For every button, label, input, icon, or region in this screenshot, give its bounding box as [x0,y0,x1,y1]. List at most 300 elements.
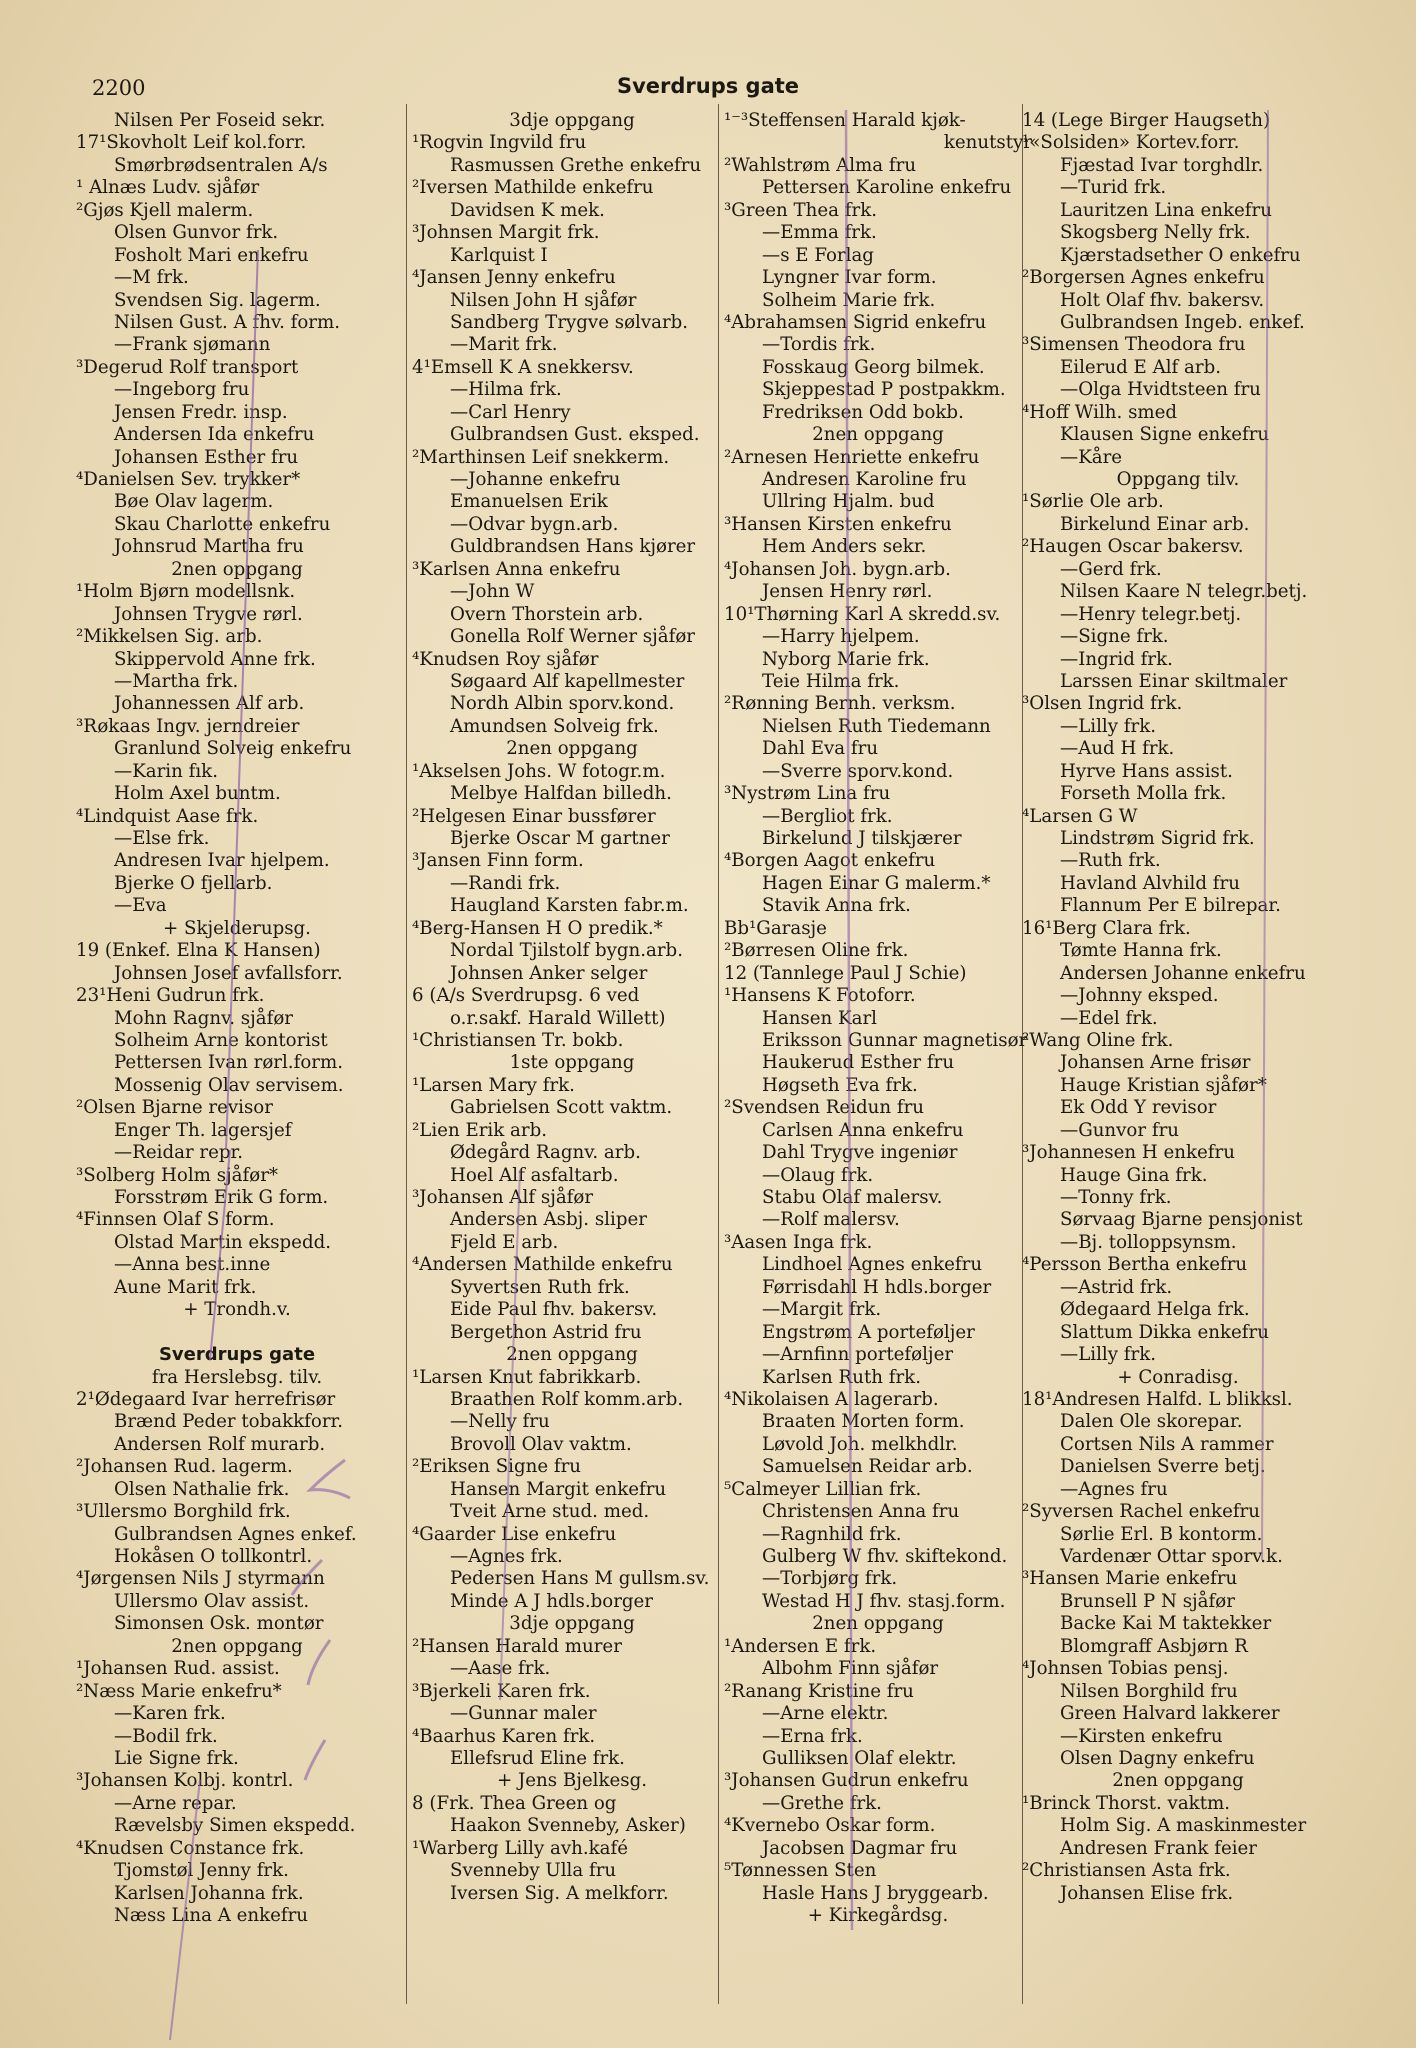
directory-entry: —Else frk. [114,828,210,849]
directory-entry: —Signe frk. [1060,626,1169,648]
directory-entry: Lie Signe frk. [114,1747,239,1769]
directory-entry: ²Børresen Oline frk. [724,940,909,962]
directory-entry: Johnsen Josef avfallsforr. [114,962,343,984]
directory-entry: —s E Forlag [762,244,874,266]
directory-entry: ¹Warberg Lilly avh.kafé [412,1837,629,1859]
directory-entry: Danielsen Sverre betj. [1060,1456,1266,1478]
directory-entry: Amundsen Solveig frk. [450,715,659,737]
directory-entry: Solheim Marie frk. [762,289,936,311]
directory-entry: Dahl Eva fru [762,738,879,760]
directory-entry: Nyborg Marie frk. [762,648,930,670]
directory-entry: ⁴Abrahamsen Sigrid enkefru [724,311,987,333]
directory-entry: Davidsen K mek. [450,199,605,221]
directory-entry: ²Gjøs Kjell malerm. [76,199,254,221]
directory-entry: Carlsen Anna enkefru [762,1119,964,1141]
directory-entry: —Frank sjømann [114,334,271,356]
directory-entry: Solheim Arne kontorist [114,1029,328,1051]
directory-entry: Braathen Rolf komm.arb. [450,1388,684,1410]
directory-entry: Backe Kai M taktekker [1060,1613,1272,1635]
directory-entry: —Karin fık. [114,760,218,782]
directory-entry: + Conradisg. [1117,1366,1239,1388]
directory-entry: ²Helgesen Einar bussfører [412,805,656,827]
directory-entry: ³Olsen Ingrid frk. [1022,693,1183,715]
directory-entry: Høgseth Eva frk. [762,1074,918,1096]
directory-entry: 3dje oppgang [509,1613,635,1635]
directory-entry: 4¹Emsell K A snekkersv. [412,356,634,378]
directory-entry: —Tordis frk. [762,334,876,356]
directory-entry: Hem Anders sekr. [762,536,927,558]
directory-entry: Gulliksen Olaf elektr. [762,1747,957,1769]
directory-entry: Fosskaug Georg bilmek. [762,356,985,378]
directory-entry: Lindhoel Agnes enkefru [762,1254,983,1276]
directory-entry: Teie Hilma frk. [762,670,900,692]
directory-entry: Hansen Karl [762,1007,877,1029]
directory-entry: Flannum Per E bilrepar. [1060,895,1281,917]
directory-entry: Næss Lina A enkefru [114,1905,309,1926]
directory-entry: 8 (Frk. Thea Green og [412,1792,617,1814]
directory-entry: ³Degerud Rolf transport [76,356,299,378]
directory-entry: ¹Sørlie Ole arb. [1022,491,1164,513]
directory-entry: Ek Odd Y revisor [1060,1097,1217,1119]
directory-entry: ⁴Larsen G W [1022,805,1138,827]
page-title: Sverdrups gate [616,74,800,98]
directory-entry: 1ste oppgang [509,1052,635,1074]
directory-entry: Holm Axel buntm. [114,783,281,805]
directory-entry: —Aud H frk. [1060,738,1175,760]
directory-entry: Minde A J hdls.borger [450,1590,654,1612]
directory-entry: ³Johansen Kolbj. kontrl. [76,1770,294,1792]
directory-entry: ³Karlsen Anna enkefru [412,558,621,580]
directory-entry: Ullersmo Olav assist. [114,1590,310,1612]
directory-entry: Birkelund Einar arb. [1060,513,1250,535]
directory-entry: ²Næss Marie enkefru* [76,1680,282,1702]
directory-entry: Dalen Ole skorepar. [1060,1411,1243,1433]
directory-entry: —Henry telegr.betj. [1060,603,1242,625]
directory-entry: ³Røkaas Ingv. jerndreier [76,715,300,737]
directory-entry: ²Mikkelsen Sig. arb. [76,626,263,648]
directory-entry: Enger Th. lagersjef [114,1119,292,1141]
directory-entry: fra Herslebsg. tilv. [151,1366,323,1388]
directory-entry: ⁴Kvernebo Oskar form. [724,1815,936,1837]
directory-entry: 2nen oppgang [171,558,303,580]
directory-entry: Hyrve Hans assist. [1060,760,1233,782]
directory-entry: ¹Andersen E frk. [724,1635,877,1657]
directory-entry: —Kåre [1060,446,1123,468]
directory-entry: Lauritzen Lina enkefru [1060,199,1272,221]
directory-entry: Ullring Hjalm. bud [762,491,935,513]
directory-entry: 18¹Andresen Halfd. L blikksl. [1022,1388,1293,1410]
directory-entry: Eriksson Gunnar magnetisør [762,1029,1028,1051]
directory-entry: ⁴Baarhus Karen frk. [412,1725,596,1747]
directory-entry: Engstrøm A porteføljer [762,1321,975,1343]
directory-entry: —Nelly fru [450,1411,550,1433]
directory-entry: Mossenig Olav servisem. [114,1074,344,1096]
directory-entry: Fjæstad Ivar torghdlr. [1060,154,1264,176]
directory-entry: Hauge Gina frk. [1060,1164,1208,1186]
directory-entry: —Rolf malersv. [762,1209,900,1231]
directory-entry: ²Wahlstrøm Alma fru [724,154,917,176]
directory-entry: ³Nystrøm Lina fru [724,783,891,805]
directory-entry: Holm Sig. A maskinmester [1060,1815,1307,1837]
directory-entry: —Randi frk. [450,872,561,894]
directory-entry: ¹Larsen Mary frk. [412,1074,575,1096]
directory-entry: Larssen Einar skiltmaler [1060,670,1288,692]
directory-entry: ¹Johansen Rud. assist. [76,1658,280,1680]
directory-entry: Christensen Anna fru [762,1501,960,1523]
directory-entry: ⁴Andersen Mathilde enkefru [412,1254,673,1276]
directory-entry: ⁴Jørgensen Nils J styrmann [76,1568,325,1590]
directory-entry: ²Lien Erik arb. [412,1119,547,1141]
directory-entry: —Kirsten enkefru [1060,1725,1223,1747]
directory-entry: ¹Christiansen Tr. bokb. [412,1029,624,1051]
directory-entry: —Olaug frk. [762,1164,874,1186]
directory-entry: Lindstrøm Sigrid frk. [1060,828,1255,849]
directory-entry: Slattum Dikka enkefru [1060,1321,1269,1343]
directory-entry: ¹Holm Bjørn modellsnk. [76,581,296,603]
directory-entry: —Arne elektr. [762,1703,889,1725]
directory-entry: ⁴Borgen Aagot enkefru [724,850,936,872]
directory-entry: Haakon Svenneby, Asker) [450,1815,686,1837]
directory-entry: 6 (A/s Sverdrupsg. 6 ved [412,985,640,1007]
directory-entry: Rævelsby Simen ekspedd. [114,1815,356,1837]
directory-entry: Haukerud Esther fru [762,1052,955,1074]
directory-entry: ³Simensen Theodora fru [1022,334,1246,356]
directory-entry: Hansen Margit enkefru [450,1478,667,1500]
directory-entry: 2nen oppgang [506,738,638,760]
directory-entry: Olsen Nathalie frk. [114,1478,290,1500]
directory-entry: Andersen Ida enkefru [114,424,315,446]
directory-entry: ¹⁻³Steffensen Harald kjøk- [724,110,966,131]
directory-entry: ⁵Calmeyer Lillian frk. [724,1478,922,1500]
directory-entry: Karlquist I [450,244,548,266]
directory-entry: Lyngner Ivar form. [762,267,937,289]
directory-entry: Nielsen Ruth Tiedemann [762,715,991,737]
directory-entry: —Johanne enkefru [450,469,621,490]
directory-entry: Olsen Dagny enkefru [1060,1747,1255,1769]
directory-entry: + Skjelderupsg. [163,917,311,939]
directory-entry: ²Rønning Bernh. verksm. [724,693,956,715]
directory-entry: ⁴Nikolaisen A lagerarb. [724,1388,939,1410]
directory-entry: —Edel frk. [1060,1007,1158,1029]
directory-entry: Bjerke Oscar M gartner [450,828,670,849]
directory-entry: —Emma frk. [762,222,877,244]
directory-entry: Brænd Peder tobakkforr. [114,1411,343,1433]
directory-entry: Johansen Esther fru [114,446,299,468]
directory-entry: ¹Rogvin Ingvild fru [412,132,587,154]
directory-entry: Holt Olaf fhv. bakersv. [1060,289,1265,311]
directory-entry: ³Hansen Kirsten enkefru [724,513,952,535]
directory-entry: —M frk. [114,267,189,289]
directory-entry: Andresen Ivar hjelpem. [114,850,330,872]
directory-entry: ⁴Persson Bertha enkefru [1022,1254,1248,1276]
directory-entry: ³Green Thea frk. [724,199,877,221]
directory-entry: —Agnes frk. [450,1546,563,1567]
directory-entry: Haugland Karsten fabr.m. [450,895,689,917]
directory-entry: ²Christiansen Asta frk. [1022,1860,1231,1882]
directory-entry: 2¹Ødegaard Ivar herrefrisør [76,1388,336,1410]
directory-entry: Johansen Elise frk. [1060,1882,1234,1904]
directory-entry: Braaten Morten form. [762,1411,965,1433]
directory-entry: Førrisdahl H hdls.borger [762,1276,992,1298]
directory-entry: 12 (Tannlege Paul J Schie) [724,962,967,984]
directory-entry: —Agnes fru [1060,1478,1168,1500]
directory-entry: ³Hansen Marie enkefru [1022,1568,1238,1590]
directory-entry: —Gunnar maler [450,1703,597,1725]
directory-entry: —Eva [114,895,167,917]
directory-entry: ⁴Gaarder Lise enkefru [412,1523,617,1545]
directory-entry: 14 (Lege Birger Haugseth) [1022,110,1271,131]
directory-entry: Vardenær Ottar sporv.k. [1060,1546,1283,1567]
directory-entry: + Trondh.v. [183,1299,291,1321]
directory-entry: ²Eriksen Signe fru [412,1456,582,1478]
directory-entry: Westad H J fhv. stasj.form. [762,1590,1006,1612]
directory-entry: —Hilma frk. [450,379,562,401]
directory-entry: ¹Brinck Thorst. vaktm. [1022,1792,1231,1814]
directory-entry: Bjerke O fjellarb. [114,872,273,894]
directory-entry: ³Johansen Alf sjåfør [412,1187,594,1208]
directory-entry: 2nen oppgang [171,1635,303,1657]
directory-entry: Forsstrøm Erik G form. [114,1187,329,1208]
directory-entry: —Sverre sporv.kond. [762,760,954,782]
directory-entry: —Arnfinn porteføljer [762,1344,954,1366]
directory-entry: Nordal Tjilstolf bygn.arb. [450,940,683,962]
directory-entry: —Bodil frk. [114,1725,218,1747]
directory-entry: Gulberg W fhv. skiftekond. [762,1546,1008,1567]
directory-entry: Johansen Arne frisør [1060,1052,1251,1074]
directory-entry: Cortsen Nils A rammer [1060,1433,1274,1455]
directory-entry: ⁴Johansen Joh. bygn.arb. [724,558,951,580]
directory-entry: —Tonny frk. [1060,1187,1172,1208]
directory-entry: —Martha frk. [114,670,239,692]
directory-entry: ²Johansen Rud. lagerm. [76,1456,293,1478]
directory-entry: Johannessen Alf arb. [114,693,305,715]
directory-entry: Green Halvard lakkerer [1060,1703,1280,1725]
directory-entry: ¹Larsen Knut fabrikkarb. [412,1366,642,1388]
directory-entry: Nilsen Kaare N telegr.betj. [1060,581,1308,603]
directory-entry: Tjomstøl Jenny frk. [114,1860,289,1882]
directory-entry: Birkelund J tilskjærer [762,828,962,849]
directory-entry: Skjeppestad P postpakkm. [762,379,1006,401]
directory-entry: Hasle Hans J bryggearb. [762,1882,989,1904]
directory-entry: ²Arnesen Henriette enkefru [724,446,980,468]
directory-entry: Hoel Alf asfaltarb. [450,1164,619,1186]
directory-entry: 19 (Enkef. Elna K Hansen) [76,940,321,962]
directory-entry: Gonella Rolf Werner sjåfør [450,626,695,648]
directory-entry: Mohn Ragnv. sjåfør [114,1007,293,1029]
directory-entry: —Marit frk. [450,334,558,356]
directory-entry: ³Johannesen H enkefru [1022,1142,1235,1164]
directory-entry: ¹Hansens K Fotoforr. [724,985,916,1007]
directory-entry: Iversen Sig. A melkforr. [450,1882,669,1904]
directory-entry: 2nen oppgang [1112,1770,1244,1792]
directory-entry: Pedersen Hans M gullsm.sv. [450,1568,710,1590]
directory-entry: Ødegård Ragnv. arb. [450,1142,641,1164]
directory-entry: —Anna best.inne [114,1254,271,1276]
directory-entry: ⁴Johnsen Tobias pensj. [1022,1658,1229,1680]
directory-entry: Stabu Olaf malersv. [762,1187,943,1208]
directory-entry: Stavik Anna frk. [762,895,911,917]
directory-entry: Oppgang tilv. [1116,469,1240,490]
directory-entry: Simonsen Osk. montør [114,1613,324,1635]
directory-entry: Fredriksen Odd bokb. [762,401,964,423]
directory-entry: 2nen oppgang [506,1344,638,1366]
directory-entry: Svendsen Sig. lagerm. [114,289,321,311]
directory-entry: Andresen Frank feier [1060,1837,1257,1859]
directory-entry: ⁵Tønnessen Sten [724,1860,877,1882]
directory-entry: Nilsen John H sjåfør [450,289,637,311]
directory-entry: ⁴Jansen Jenny enkefru [412,267,616,289]
directory-entry: o.r.sakf. Harald Willett) [450,1007,666,1029]
directory-entry: Jensen Henry rørl. [762,581,933,603]
directory-entry: ¹Akselsen Johs. W fotogr.m. [412,760,666,782]
directory-entry: —Lilly frk. [1060,715,1156,737]
directory-entry: Brovoll Olav vaktm. [450,1433,632,1455]
directory-entry: —Torbjørg frk. [762,1568,898,1590]
directory-entry: —Lilly frk. [1060,1344,1156,1366]
directory-entry: ⁴Berg-Hansen H O predik.* [412,917,663,939]
directory-entry: ⁴Hoff Wilh. smed [1022,401,1178,423]
directory-entry: —Karen frk. [114,1703,226,1725]
directory-entry: Klausen Signe enkefru [1060,424,1270,446]
directory-entry: Skau Charlotte enkefru [114,513,331,535]
directory-entry: Emanuelsen Erik [450,491,608,513]
directory-entry: —Bj. tolloppsynsm. [1060,1231,1237,1253]
directory-entry: ²Hansen Harald murer [412,1635,622,1657]
directory-entry: Fosholt Mari enkefru [114,244,309,266]
directory-entry: Aune Marit frk. [114,1276,257,1298]
directory-entry: ⁴Finnsen Olaf S form. [76,1209,275,1231]
directory-entry: Gulbrandsen Agnes enkef. [114,1523,357,1545]
directory-entry: —Carl Henry [450,401,571,423]
directory-entry: Sørlie Erl. B kontorm. [1060,1523,1263,1545]
directory-entry: Sverdrups gate [158,1344,316,1366]
directory-entry: —Olga Hvidtsteen fru [1060,379,1261,401]
directory-entry: ³Johnsen Margit frk. [412,222,600,244]
directory-entry: ¹«Solsiden» Kortev.forr. [1022,132,1240,154]
directory-entry: Forseth Molla frk. [1060,783,1227,805]
directory-entry: —Johnny eksped. [1060,985,1219,1007]
directory-entry: Albohm Finn sjåfør [762,1658,939,1680]
directory-entry: Olsen Gunvor frk. [114,222,279,244]
directory-entry: ²Haugen Oscar bakersv. [1022,536,1244,558]
directory-entry: Havland Alvhild fru [1060,872,1240,894]
directory-entry: 17¹Skovholt Leif kol.forr. [76,132,307,154]
directory-entry: Sandberg Trygve sølvarb. [450,311,689,333]
directory-entry: Karlsen Johanna frk. [114,1882,304,1904]
directory-entry: ²Marthinsen Leif snekkerm. [412,446,670,468]
directory-entry: ⁴Knudsen Constance frk. [76,1837,305,1859]
directory-entry: ²Svendsen Reidun fru [724,1097,925,1119]
directory-entry: —Bergliot frk. [762,805,893,827]
directory-entry: ⁴Knudsen Roy sjåfør [412,648,599,670]
directory-entry: Nilsen Per Foseid sekr. [114,110,326,131]
directory-entry: Eilerud E Alf arb. [1060,356,1221,378]
directory-entry: ²Wang Oline frk. [1022,1029,1174,1051]
directory-entry: —Aase frk. [450,1658,551,1680]
directory-entry: 23¹Heni Gudrun frk. [76,985,265,1007]
directory-entry: ²Olsen Bjarne revisor [76,1097,273,1119]
directory-entry: Ødegaard Helga frk. [1060,1299,1250,1321]
directory-entry: —Turid frk. [1060,177,1167,199]
directory-entry: ³Ullersmo Borghild frk. [76,1501,291,1523]
directory-entry: Jensen Fredr. insp. [114,401,288,423]
directory-entry: Olstad Martin ekspedd. [114,1231,332,1253]
directory-entry: —Ingeborg fru [114,379,250,401]
directory-entry: —John W [450,581,535,603]
directory-entry: Bb¹Garasje [724,917,827,939]
directory-entry: Kjærstadsether O enkefru [1060,244,1301,266]
directory-entry: Samuelsen Reidar arb. [762,1456,973,1478]
directory-entry: ³Solberg Holm sjåfør* [76,1164,278,1186]
directory-entry: Søgaard Alf kapellmester [450,670,685,692]
directory-entry: Overn Thorstein arb. [450,603,644,625]
directory-entry: Smørbrødsentralen A/s [114,154,328,176]
directory-entry: Svenneby Ulla fru [450,1860,617,1882]
directory-entry: Karlsen Ruth frk. [762,1366,921,1388]
directory-entry: Skogsberg Nelly frk. [1060,222,1251,244]
directory-entry: Pettersen Ivan rørl.form. [114,1052,343,1074]
directory-entry: Pettersen Karoline enkefru [762,177,1012,199]
directory-entry: —Reidar repr. [114,1142,243,1164]
directory-entry: Gulbrandsen Ingeb. enkef. [1060,311,1305,333]
directory-entry: ³Bjerkeli Karen frk. [412,1680,591,1702]
directory-entry: ⁴Danielsen Sev. trykker* [76,469,301,490]
directory-entry: Brunsell P N sjåfør [1060,1590,1235,1612]
directory-entry: Granlund Solveig enkefru [114,738,352,760]
directory-entry: Nilsen Gust. A fhv. form. [114,311,341,333]
directory-entry: kenutstyr [943,132,1032,154]
directory-entry: Jacobsen Dagmar fru [762,1837,958,1859]
directory-entry: Andersen Rolf murarb. [114,1433,326,1455]
directory-entry: ²Iversen Mathilde enkefru [412,177,654,199]
directory-entry: Andersen Asbj. sliper [450,1209,647,1231]
directory-entry: Rasmussen Grethe enkefru [450,154,702,176]
directory-entry: ³Jansen Finn form. [412,850,584,872]
directory-entry: ³Aasen Inga frk. [724,1231,873,1253]
directory-entry: Andersen Johanne enkefru [1060,962,1306,984]
directory-entry: —Harry hjelpem. [762,626,920,648]
directory-entry: 16¹Berg Clara frk. [1022,917,1191,939]
directory-entry: ⁴Lindquist Aase frk. [76,805,259,827]
directory-entry: ¹ Alnæs Ludv. sjåfør [76,177,260,199]
directory-entry: Skippervold Anne frk. [114,648,316,670]
directory-entry: —Grethe frk. [762,1792,882,1814]
directory-entry: ²Syversen Rachel enkefru [1022,1501,1260,1523]
directory-entry: 10¹Thørning Karl A skredd.sv. [724,603,1001,625]
directory-entry: Sørvaag Bjarne pensjonist [1060,1209,1303,1231]
directory-entry: Hokåsen O tollkontrl. [114,1546,313,1567]
directory-entry: Melbye Halfdan billedh. [450,783,672,805]
directory-entry: Tømte Hanna frk. [1060,940,1222,962]
directory-entry: —Gunvor fru [1060,1119,1179,1141]
directory-entry: ²Ranang Kristine fru [724,1680,914,1702]
directory-entry: 2nen oppgang [812,424,944,446]
directory-entry: Gabrielsen Scott vaktm. [450,1097,673,1119]
directory-entry: —Ruth frk. [1060,850,1161,872]
directory-entry: 2nen oppgang [812,1613,944,1635]
directory-entry: —Ragnhild frk. [762,1523,902,1545]
directory-entry: Hauge Kristian sjåfør* [1060,1074,1267,1096]
directory-entry: Guldbrandsen Hans kjører [450,536,696,558]
directory-entry: + Jens Bjelkesg. [496,1770,648,1792]
directory-entry: Syvertsen Ruth frk. [450,1276,630,1298]
directory-entry: Andresen Karoline fru [762,469,967,490]
directory-entry: Gulbrandsen Gust. eksped. [450,424,700,446]
directory-entry: Nordh Albin sporv.kond. [450,693,675,715]
directory-entry: Johnsen Trygve rørl. [114,603,303,625]
directory-entry: —Ingrid frk. [1060,648,1173,670]
directory-entry: ³Johansen Gudrun enkefru [724,1770,969,1792]
